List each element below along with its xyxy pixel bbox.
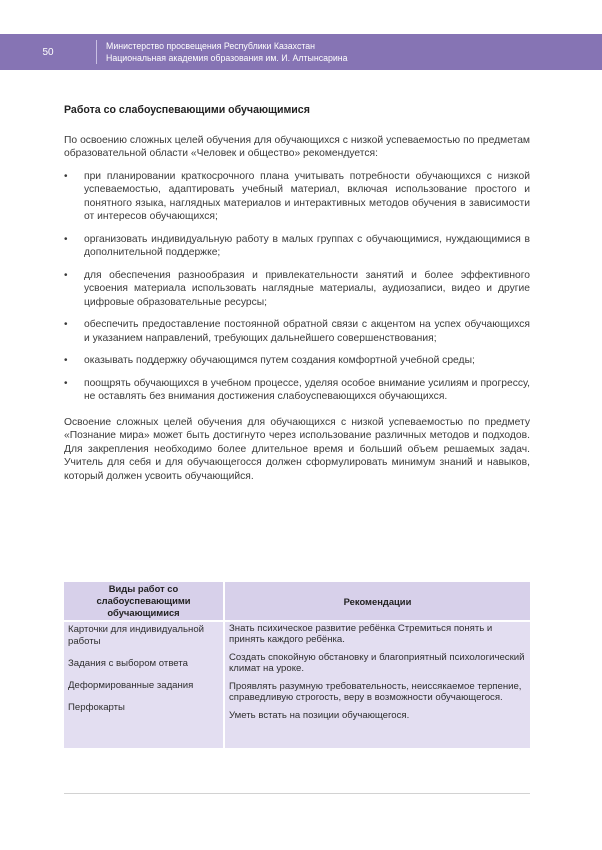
bullet-icon: •	[64, 319, 68, 330]
bullet-icon: •	[64, 233, 68, 245]
main-content	[64, 104, 530, 493]
work-type-item: Карточки для индивидуальной работы	[68, 624, 205, 647]
list-item	[64, 170, 530, 224]
bullet-icon: •	[64, 269, 68, 281]
list-item	[64, 318, 530, 345]
header-ministry-line: Министерство просвещения Республики Казахстан	[106, 41, 316, 51]
header-academy-line: Национальная академия образования им. И. Алтынсарина	[106, 53, 348, 63]
list-item	[64, 377, 530, 404]
recommendations-cell	[229, 623, 525, 728]
outro-paragraph: Освоение сложных целей обучения для обучающихся с низкой успеваемостью по предмету «Познание мира» может быть достигнуто через использование различных методов и подходов. Для закрепления необходимо более длительное время и больший объем решаемых задач. Учитель для себя и для обучающегосся должен сформулировать минимум знаний и навыков, который должен усвоить обучающийся.	[64, 416, 530, 482]
list-item-text: организовать индивидуальную работу в малых группах с обучающимися, нуждающимися в дополнительной поддержке;	[84, 233, 530, 258]
list-item	[64, 269, 530, 310]
bullet-icon: •	[64, 355, 68, 366]
intro-paragraph: По освоению сложных целей обучения для обучающихся с низкой успеваемостью по предметам образовательной области «Человек и общество» рекомендуется:	[64, 134, 530, 159]
table-header-row	[64, 582, 530, 622]
footer-divider	[64, 793, 530, 794]
page-number: 50	[42, 46, 54, 58]
bullet-icon: •	[64, 377, 68, 389]
list-item-text: оказывать поддержку обучающимся путем создания комфортной учебной среды;	[84, 355, 475, 366]
recommendations-table	[64, 582, 530, 748]
recommendation-list	[64, 170, 530, 404]
list-item-text: обеспечить предоставление постоянной обратной связи с акцентом на успех обучающихся и указанием направлений, требующих дальнейшего совершенствования;	[84, 319, 530, 344]
list-item-text: поощрять обучающихся в учебном процессе, уделяя особое внимание усилиям и прогрессу, не оставлять без внимания достижения слабоуспевающихся обучающихся.	[84, 377, 530, 402]
header-institution	[106, 40, 348, 64]
table-header-recommendations: Рекомендации	[343, 595, 412, 607]
section-heading: Работа со слабоуспевающими обучающимися	[64, 104, 310, 116]
list-item-text: для обеспечения разнообразия и привлекательности занятий и более эффективного усвоения материала использовать наглядные материалы, аудиозаписи, видео и другие цифровые образовательные ресурсы;	[84, 269, 530, 308]
work-types-cell	[68, 624, 220, 724]
table-column-divider	[223, 582, 225, 748]
header-band	[0, 34, 602, 70]
recommendation-item: Знать психическое развитие ребёнка Стремиться понять и принять каждого ребёнка.	[229, 623, 493, 645]
header-divider	[96, 40, 97, 64]
list-item	[64, 233, 530, 260]
table-header-work-types: Виды работ со слабоуспевающими обучающимися	[96, 583, 191, 618]
work-type-item: Задания с выбором ответа	[68, 658, 188, 669]
recommendation-item: Проявлять разумную требовательность, неиссякаемое терпение, справедливую строгость, веру в возможности обучающегося.	[229, 681, 522, 703]
bullet-icon: •	[64, 170, 68, 182]
recommendation-item: Создать спокойную обстановку и благоприятный психологический климат на уроке.	[229, 652, 525, 674]
recommendation-item: Уметь встать на позиции обучающегося.	[229, 710, 410, 721]
list-item	[64, 354, 530, 368]
list-item-text: при планировании краткосрочного плана учитывать потребности обучающихся с низкой успеваемостью, адаптировать учебный материал, включая использование простого и понятного языка, наглядных материалов и интерактивных методов обучения в зависимости от интересов обучающихся;	[84, 170, 530, 222]
work-type-item: Перфокарты	[68, 702, 125, 713]
work-type-item: Деформированные задания	[68, 680, 194, 691]
